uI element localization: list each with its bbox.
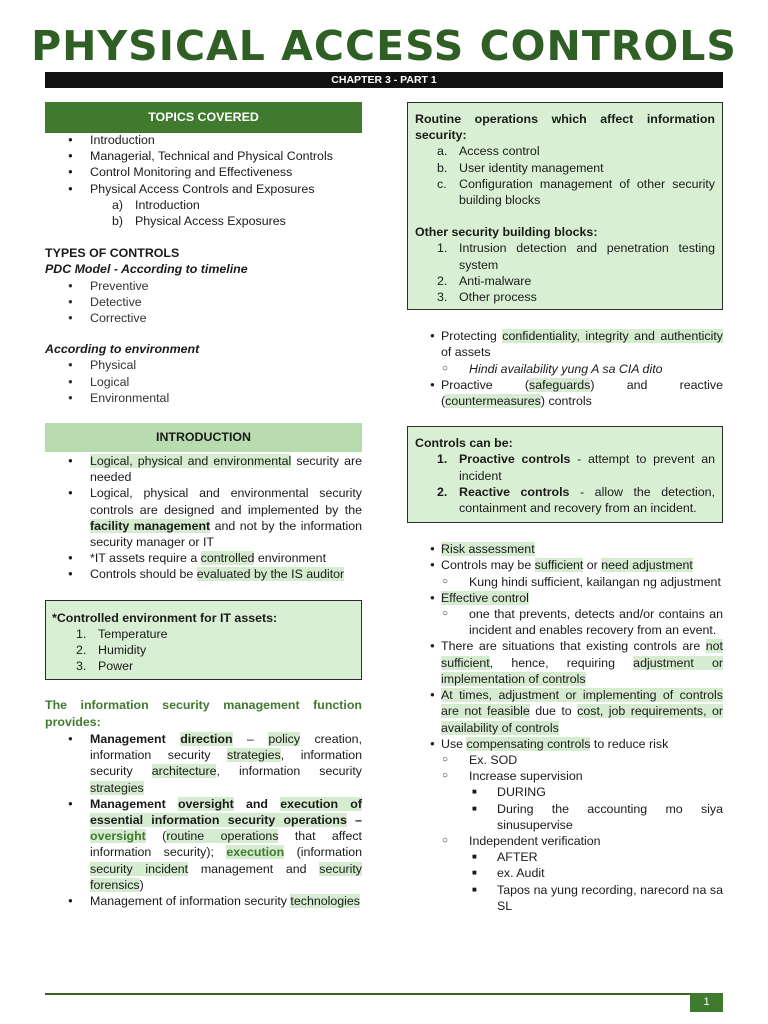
- list-item: ● Detective: [45, 294, 362, 310]
- page-number: 1: [690, 993, 723, 1012]
- list-item: ● Management direction – policy creation, information security strategies, information security architecture, information security strategies: [45, 731, 362, 796]
- list-item: ● Protecting confidentiality, integrity and authenticity of assets: [407, 328, 723, 360]
- list-item: 3. Power: [76, 659, 134, 674]
- list-item: 1. Proactive controls - attempt to prevent an incident: [437, 452, 715, 483]
- routine-operations-box: [407, 102, 723, 310]
- types-section: [45, 245, 362, 406]
- left-column: [45, 102, 362, 909]
- controlled-environment-box: [45, 600, 362, 681]
- list-item: ■ During the accounting mo siya sinusupervise: [407, 801, 723, 833]
- footer-divider: [45, 993, 723, 995]
- list-item: a) Introduction: [112, 197, 200, 212]
- controls-can-be-box: [407, 426, 723, 523]
- ism-heading: The information security management function provides:: [45, 698, 362, 729]
- routine-list: [415, 143, 715, 208]
- list-item: ● Controls should be evaluated by the IS auditor: [45, 566, 362, 582]
- list-item: a. Access control: [437, 144, 540, 159]
- page-title: PHYSICAL ACCESS CONTROLS: [31, 22, 737, 70]
- list-item: ● Preventive: [45, 278, 362, 294]
- list-item: ● Logical, physical and environmental security are needed: [45, 453, 362, 485]
- right-column: [407, 102, 723, 914]
- topics-list: [45, 132, 362, 229]
- list-item: ○ Hindi availability yung A sa CIA dito: [407, 361, 723, 377]
- list-item: ● Management of information security technologies: [45, 893, 362, 909]
- list-item: ● Managerial, Technical and Physical Controls: [45, 148, 362, 164]
- list-item: ● Proactive (safeguards) and reactive (countermeasures) controls: [407, 377, 723, 409]
- list-item: ● Corrective: [45, 310, 362, 326]
- list-item: 2. Reactive controls - allow the detection, containment and recovery from an incident.: [437, 484, 715, 516]
- list-item: c. Configuration management of other security building blocks: [437, 176, 715, 208]
- list-item: ● Control Monitoring and Effectiveness: [45, 164, 362, 180]
- list-item: ● Effective control: [407, 590, 723, 606]
- list-item: ○ Increase supervision: [407, 768, 723, 784]
- list-item: ○ Independent verification: [407, 833, 723, 849]
- list-item: ● Controls may be sufficient or need adjustment: [407, 557, 723, 573]
- list-item: ● Physical Access Controls and Exposures: [45, 181, 362, 197]
- env-box-list: [52, 626, 355, 675]
- list-item: ● Environmental: [45, 390, 362, 406]
- list-item: 1. Temperature: [76, 626, 168, 641]
- list-item: 3. Other process: [437, 290, 537, 305]
- list-item: ● Logical: [45, 374, 362, 390]
- list-item: ● At times, adjustment or implementing of controls are not feasible due to cost, job requirements, or availability of controls: [407, 687, 723, 736]
- list-item: ● Physical: [45, 357, 362, 373]
- list-item: ● Logical, physical and environmental security controls are designed and implemented by the facility management and not by the information security manager or IT: [45, 485, 362, 550]
- list-item: 2. Anti-malware: [437, 273, 532, 288]
- pdc-heading: PDC Model - According to timeline: [45, 262, 248, 277]
- list-item: 2. Humidity: [76, 643, 147, 658]
- building-blocks-list: [415, 240, 715, 305]
- list-item: b. User identity management: [437, 160, 604, 175]
- risk-list: [407, 541, 723, 914]
- box-heading: Routine operations which affect information security:: [415, 112, 715, 143]
- protect-list: [407, 328, 723, 409]
- env-heading: According to environment: [45, 342, 200, 357]
- box-heading-2: Other security building blocks:: [415, 225, 598, 240]
- list-item: ● There are situations that existing controls are not sufficient, hence, requiring adjustment or implementation of controls: [407, 638, 723, 687]
- list-item: b) Physical Access Exposures: [112, 214, 286, 229]
- list-item: ● Risk assessment: [407, 541, 723, 557]
- list-item: ○ Ex. SOD: [407, 752, 723, 768]
- pdc-list: [45, 278, 362, 327]
- intro-list: [45, 453, 362, 583]
- list-item: ● Use compensating controls to reduce risk: [407, 736, 723, 752]
- topics-heading: TOPICS COVERED: [45, 102, 362, 133]
- intro-heading: INTRODUCTION: [45, 423, 362, 452]
- list-item: ● Introduction: [45, 132, 362, 148]
- ism-list: [45, 731, 362, 909]
- list-item: ■ AFTER: [407, 849, 723, 865]
- box-heading: *Controlled environment for IT assets:: [52, 610, 278, 625]
- list-item: 1. Intrusion detection and penetration testing system: [437, 241, 715, 272]
- list-item: ○ one that prevents, detects and/or contains an incident and enables recovery from an event.: [407, 606, 723, 638]
- list-item: ■ ex. Audit: [407, 865, 723, 881]
- list-item: ● *IT assets require a controlled environment: [45, 550, 362, 566]
- box-heading: Controls can be:: [415, 436, 513, 451]
- env-list: [45, 357, 362, 406]
- chapter-label: CHAPTER 3 - PART 1: [45, 72, 723, 88]
- types-heading: TYPES OF CONTROLS: [45, 246, 180, 261]
- list-item: ○ Kung hindi sufficient, kailangan ng adjustment: [407, 574, 723, 590]
- controls-list: [415, 451, 715, 516]
- list-item: ■ DURING: [407, 784, 723, 800]
- list-item: ● Management oversight and execution of essential information security operations – oversight (routine operations that affect information security); execution (information security incident management and security forensics): [45, 796, 362, 893]
- list-item: ■ Tapos na yung recording, narecord na sa SL: [407, 882, 723, 914]
